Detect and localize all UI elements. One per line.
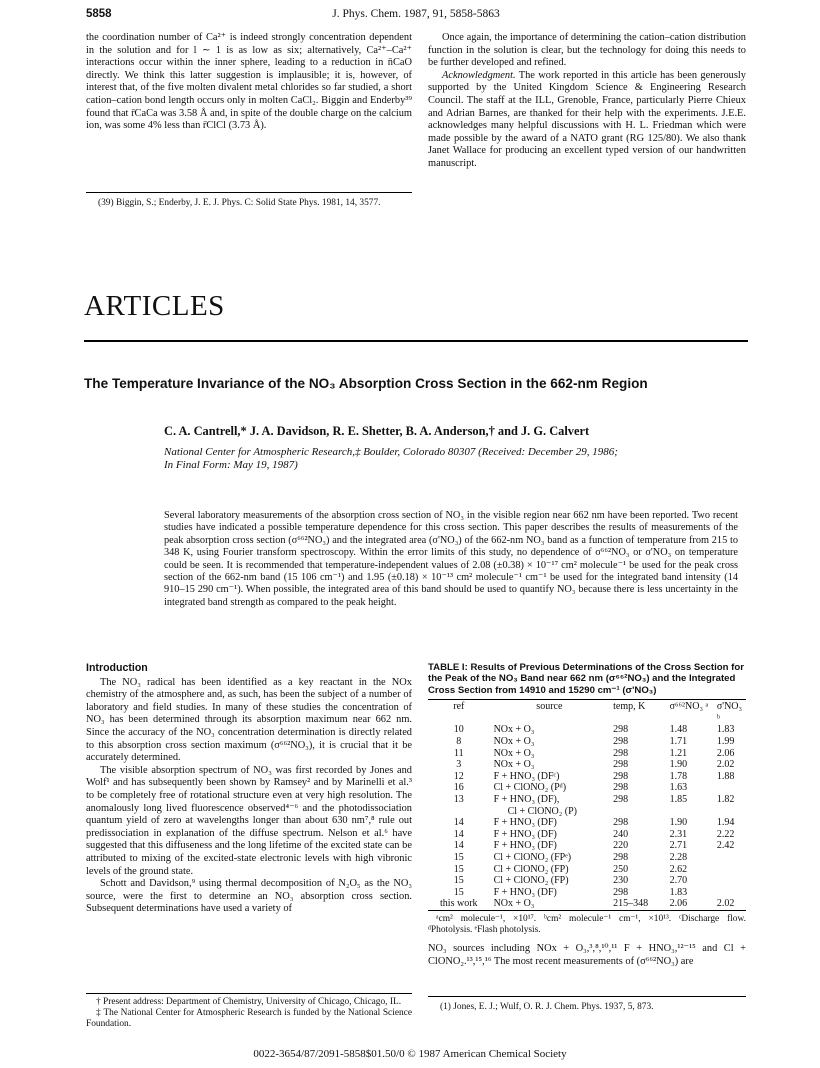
affiliation-line-1: National Center for Atmospheric Research,‡ Boulder, Colorado 80307 (Received: December 29, 1986; xyxy=(164,446,618,458)
table-row xyxy=(428,771,746,783)
table-cell: NOx + O₃ xyxy=(493,898,535,910)
table-body xyxy=(428,701,746,910)
table-cell: 230 xyxy=(613,875,629,887)
table-cell: 1.48 xyxy=(669,724,688,736)
table-cell: 298 xyxy=(613,747,629,759)
introduction-heading: Introduction xyxy=(86,662,148,674)
acknowledgment-paragraph xyxy=(428,70,746,171)
right-bottom-column xyxy=(428,943,746,968)
table-cell xyxy=(713,782,746,794)
table-row xyxy=(428,852,746,864)
introduction-column xyxy=(86,662,412,916)
footnote-present-address: † Present address: Department of Chemistry, University of Chicago, Chicago, IL. xyxy=(96,997,402,1007)
acknowledgment-text: The work reported in this article has been generously supported by the United Kingdom Science & Engineering Research Council. The staff at the ILL, Grenoble, France, particularly Pierre Chieux and Adrian Barnes, are thanked for their help with the experiments. J.E.E. acknowledges many helpful discussions with H. L. Friedman which were made possible by the award of a NATO grant (RG 125/80). We also thank Janet Wallace for producing an excellent typed version of our handwritten manuscript. xyxy=(428,69,746,169)
article-affiliation xyxy=(164,446,724,472)
table-cell: 1.78 xyxy=(669,770,688,782)
reference-39: (39) Biggin, S.; Enderby, J. E. J. Phys. C: Solid State Phys. 1981, 14, 3577. xyxy=(98,198,381,208)
table-row xyxy=(428,782,746,794)
table-cell: 298 xyxy=(613,782,629,794)
table-cell: 14 xyxy=(453,817,464,829)
table-cell: Cl + ClONO₂ (Pᵈ) xyxy=(493,782,567,794)
table-cell: 1.88 xyxy=(716,770,735,782)
table-cell: 14 xyxy=(453,828,464,840)
table-row xyxy=(428,794,746,806)
table-cell xyxy=(713,887,746,899)
table-cell: 298 xyxy=(613,886,629,898)
table-cell: F + HNO₃ (DFᶜ) xyxy=(493,770,560,782)
table-cell: 15 xyxy=(453,863,464,875)
table-cell: 298 xyxy=(613,759,629,771)
table-cell xyxy=(713,806,746,818)
introduction-paragraph-3: Schott and Davidson,⁹ using thermal decomposition of N₂O₅ as the NO₃ source, were the first to determine an NO₃ absorption cross section. Subsequent determinations have used a variety of xyxy=(86,878,412,915)
table-row xyxy=(428,806,746,818)
table-cell: Cl + ClONO₂ (FP) xyxy=(493,875,569,887)
continued-paragraph: the coordination number of Ca²⁺ is indeed strongly concentration dependent in the solution and for l ∼ 1 is as low as six; alternatively, Ca²⁺–Ca²⁺ interactions occur within the inner sphere, leading to a reduction in n̄CaO directly. We think this latter suggestion is implausible; it is, however, of interest that, of the five molten divalent metal chlorides so far studied, a short cation–cation bond length occurs only in molten CaCl₂. Biggin and Enderby³⁹ found that r̄CaCa was 3.58 Å and, in spite of the double charge on the calcium ion, was some 4% less than r̄ClCl (3.73 Å). xyxy=(86,32,412,132)
table-row xyxy=(428,875,746,887)
table-cell: 1.99 xyxy=(716,736,735,747)
right-top-column xyxy=(428,32,746,171)
table-cell: 2.06 xyxy=(716,747,735,759)
table-cell: 2.71 xyxy=(669,840,688,852)
table-row xyxy=(428,724,746,736)
table-cell: 2.70 xyxy=(669,875,688,887)
table-cell: 1.21 xyxy=(669,747,688,759)
table-row xyxy=(428,748,746,760)
table-cell: this work xyxy=(440,898,478,910)
table-cell: 2.22 xyxy=(716,828,735,840)
table-cell: 1.90 xyxy=(669,759,688,771)
table-cell: 250 xyxy=(613,863,629,875)
table-cell: 1.85 xyxy=(669,793,688,805)
table-cell: 1.90 xyxy=(669,817,688,829)
table-row xyxy=(428,887,746,899)
introduction-paragraph-2: The visible absorption spectrum of NO₃ was first recorded by Jones and Wolf¹ and has subsequently been shown by Ramsey² and by Marinelli et al.³ to be completely free of rotational structure even at very high resolution. The anomalously long lived fluorescence observed⁴⁻⁶ and the photodissociation quantum yield of zero at wavelengths longer than about 630 nm⁷,⁸ rule out predissociation in explanation of the diffuse spectrum. Nelson et al.⁶ have suggested that this diffuseness and the long lifetime of the excited state can be attributed to mixing of the excited-state electronic levels with high vibronic levels of the ground state. xyxy=(86,764,412,877)
table-cell: 298 xyxy=(613,793,629,805)
table-cell: 1.82 xyxy=(716,793,735,805)
table-cell: 15 xyxy=(453,875,464,887)
col-header-source: source xyxy=(536,701,563,713)
table-cell: F + HNO₃ (DF) xyxy=(493,828,557,840)
table-row xyxy=(428,840,746,852)
table-cell: 298 xyxy=(613,770,629,782)
table-cell: Cl + ClONO₂ (FPᵉ) xyxy=(493,851,572,863)
table-bottom-rule xyxy=(428,910,746,911)
table-row xyxy=(428,817,746,829)
table-caption: TABLE I: Results of Previous Determinations of the Cross Section for the Peak of the NO₃ Band near 662 nm (σ⁶⁶²NO₃) and the Integrated Cross Section from 14910 and 15290 cm⁻¹ (σ'NO₃) xyxy=(428,662,744,696)
table-cell: 215–348 xyxy=(613,898,649,910)
table-cell: NOx + O₃ xyxy=(493,736,535,747)
reference-divider xyxy=(86,192,412,193)
table-cell: F + HNO₃ (DF) xyxy=(493,840,557,852)
table-cell: 15 xyxy=(453,886,464,898)
table-row xyxy=(428,898,746,910)
table-cell xyxy=(713,852,746,864)
table-cell: 3 xyxy=(456,759,462,771)
col-header-temp: temp, K xyxy=(613,701,646,713)
col-header-integrated: σ'NO₃ ᵇ xyxy=(716,701,742,724)
table-cell xyxy=(713,864,746,876)
table-cell: 298 xyxy=(613,851,629,863)
article-title: The Temperature Invariance of the NO₃ Absorption Cross Section in the 662-nm Region xyxy=(84,376,648,391)
table-row xyxy=(428,759,746,771)
article-abstract: Several laboratory measurements of the absorption cross section of NO₃ in the visible region near 662 nm have been reported. Two recent studies have indicated a possible temperature dependence for this cross section. This paper describes the results of measurements of the peak absorption cross section (σ⁶⁶²NO₃) and the integrated area (σ'NO₃) of the 662-nm NO₃ band as a function of temperature from 215 to 348 K, using Fourier transform spectroscopy. Within the error limits of this study, no dependence of σ⁶⁶²NO₃ or σ'NO₃ on temperature could be seen. It is recommended that temperature-independent values of 2.08 (±0.38) × 10⁻¹⁷ cm² molecule⁻¹ be used for the peak cross section of the 662-nm band (15 106 cm⁻¹) and 1.95 (±0.18) × 10⁻¹³ cm² molecule⁻¹ cm⁻¹ be used for the integrated band intensity (14 910–15 290 cm⁻¹). When possible, the integrated area of this band should be used to quantify NO₃ because there is less uncertainty in the integrated band strength as compared to the peak height. xyxy=(164,510,738,608)
journal-citation: J. Phys. Chem. 1987, 91, 5858-5863 xyxy=(332,8,500,20)
table-cell: 2.02 xyxy=(716,759,735,771)
section-rule xyxy=(84,340,748,342)
table-row xyxy=(428,829,746,841)
table-cell: 240 xyxy=(613,828,629,840)
col-header-ref: ref xyxy=(453,701,465,713)
right-reference-divider xyxy=(428,996,746,997)
footnote-ncar: ‡ The National Center for Atmospheric Research is funded by the National Science Foundation. xyxy=(86,1008,412,1029)
footnotes xyxy=(86,997,412,1030)
table-cell: 10 xyxy=(453,724,464,736)
table-cell: 298 xyxy=(613,817,629,829)
running-header xyxy=(86,8,746,26)
table-cell: 16 xyxy=(453,782,464,794)
left-top-column xyxy=(86,32,412,133)
table-cell: 2.42 xyxy=(716,840,735,852)
table-cell: 1.71 xyxy=(669,736,688,747)
table-cell: 2.02 xyxy=(716,898,735,910)
table-cell: 220 xyxy=(613,840,629,852)
affiliation-line-2: In Final Form: May 19, 1987) xyxy=(164,459,298,471)
table-cell: 2.31 xyxy=(669,828,688,840)
col-header-peak: σ⁶⁶²NO₃ ᵃ xyxy=(669,701,709,713)
closing-paragraph: Once again, the importance of determining the cation–cation distribution function in the solution is clear, but the technology for doing this needs to be further developed and refined. xyxy=(428,32,746,69)
table-1 xyxy=(428,662,746,936)
continued-paragraph-right: NO₃ sources including NOx + O₃,³,⁸,¹⁰,¹¹ F + HNO₃,¹²⁻¹⁵ and Cl + ClONO₂.¹³,¹⁵,¹⁶ The most recent measurements of (σ⁶⁶²NO₃) are xyxy=(428,943,746,967)
table-cell: 298 xyxy=(613,724,629,736)
table-cell: 2.06 xyxy=(669,898,688,910)
table-cell: 298 xyxy=(613,736,629,747)
table-cell: F + HNO₃ (DF) xyxy=(493,886,557,898)
table-cell: NOx + O₃ xyxy=(493,759,535,771)
table-cell: F + HNO₃ (DF), xyxy=(493,793,560,805)
table-cell xyxy=(428,806,490,818)
table-cell: 11 xyxy=(453,747,464,759)
table-footnotes: ᵃcm² molecule⁻¹, ×10¹⁷. ᵇcm² molecule⁻¹ cm⁻¹, ×10¹³. ᶜDischarge flow. ᵈPhotolysis. ᵉFlash photolysis. xyxy=(428,913,746,935)
page-number: 5858 xyxy=(86,8,112,20)
acknowledgment-label: Acknowledgment. xyxy=(442,69,516,81)
table-cell: 1.63 xyxy=(669,782,688,794)
table-cell: F + HNO₃ (DF) xyxy=(493,817,557,829)
reference-1: (1) Jones, E. J.; Wulf, O. R. J. Chem. Phys. 1937, 5, 873. xyxy=(440,1002,654,1012)
table-cell: 8 xyxy=(456,736,462,747)
table-cell: 14 xyxy=(453,840,464,852)
table-header-row xyxy=(428,701,746,724)
table-cell: 1.94 xyxy=(716,817,735,829)
table-cell: Cl + ClONO₂ (FP) xyxy=(493,863,569,875)
table-top-rule xyxy=(428,699,746,700)
table-cell xyxy=(666,806,713,818)
table-cell: 13 xyxy=(453,793,464,805)
table-row xyxy=(428,736,746,748)
table-cell: NOx + O₃ xyxy=(493,724,535,736)
table-cell: 12 xyxy=(453,770,464,782)
footnote-divider xyxy=(86,993,412,994)
page-footer: 0022-3654/87/2091-5858$01.50/0 © 1987 American Chemical Society xyxy=(253,1048,567,1060)
table-cell: 15 xyxy=(453,851,464,863)
table-cell: 1.83 xyxy=(716,724,735,736)
introduction-paragraph-1: The NO₃ radical has been identified as a key reactant in the NOx chemistry of the atmosphere and, as such, has been the subject of a number of laboratory and field studies. In many of these studies the concentration of NO₃ has been determined through its absorption maximum near 662 nm. Since the accuracy of the NO₃ concentration determination is directly related to this absorption cross section maximum (σ⁶⁶²NO₃), it is crucial that it be accurately determined. xyxy=(86,676,412,764)
table-cell: Cl + ClONO₂ (P) xyxy=(507,805,577,817)
table-cell: 1.83 xyxy=(669,886,688,898)
table-cell xyxy=(609,806,666,818)
article-authors: C. A. Cantrell,* J. A. Davidson, R. E. Shetter, B. A. Anderson,† and J. G. Calvert xyxy=(164,424,590,438)
table-cell: NOx + O₃ xyxy=(493,747,535,759)
table-cell xyxy=(713,875,746,887)
table-cell: 2.62 xyxy=(669,863,688,875)
section-heading: ARTICLES xyxy=(84,290,225,322)
table-cell: 2.28 xyxy=(669,851,688,863)
table-row xyxy=(428,864,746,876)
